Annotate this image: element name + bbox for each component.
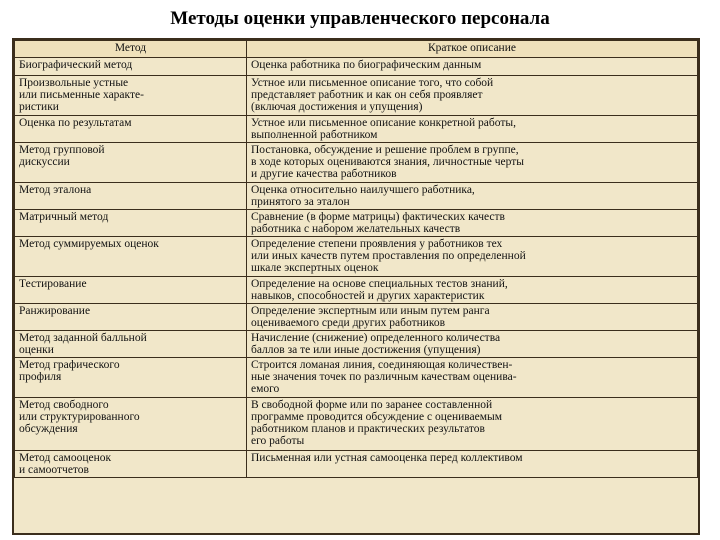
- method-cell: Тестирование: [15, 277, 247, 304]
- table-row: [15, 304, 698, 331]
- table-row: [15, 58, 698, 76]
- table-row: [15, 451, 698, 478]
- description-cell: Оценка работника по биографическим данным: [247, 58, 698, 76]
- table-header-row: [15, 41, 698, 58]
- description-cell: Строится ломаная линия, соединяющая количествен- ные значения точек по различным качествам оценива- емого: [247, 358, 698, 398]
- table-row: [15, 398, 698, 451]
- method-cell: Матричный метод: [15, 210, 247, 237]
- description-cell: Определение на основе специальных тестов знаний, навыков, способностей и других характеристик: [247, 277, 698, 304]
- method-cell: Произвольные устные или письменные характе- ристики: [15, 76, 247, 116]
- table-row: [15, 183, 698, 210]
- table-row: [15, 237, 698, 277]
- description-cell: Определение экспертным или иным путем ранга оцениваемого среди других работников: [247, 304, 698, 331]
- header-description: Краткое описание: [247, 41, 698, 58]
- method-cell: Метод свободного или структурированного обсуждения: [15, 398, 247, 451]
- description-cell: Письменная или устная самооценка перед коллективом: [247, 451, 698, 478]
- description-cell: Оценка относительно наилучшего работника, принятого за эталон: [247, 183, 698, 210]
- header-method: Метод: [15, 41, 247, 58]
- method-cell: Метод эталона: [15, 183, 247, 210]
- method-cell: Метод графического профиля: [15, 358, 247, 398]
- method-cell: Биографический метод: [15, 58, 247, 76]
- description-cell: Устное или письменное описание конкретной работы, выполненной работником: [247, 116, 698, 143]
- method-cell: Метод заданной балльной оценки: [15, 331, 247, 358]
- method-cell: Оценка по результатам: [15, 116, 247, 143]
- description-cell: Постановка, обсуждение и решение проблем в группе, в ходе которых оцениваются знания, личностные черты и другие качества работников: [247, 143, 698, 183]
- description-cell: Начисление (снижение) определенного количества баллов за те или иные достижения (упущения): [247, 331, 698, 358]
- method-cell: Метод самооценок и самоотчетов: [15, 451, 247, 478]
- method-cell: Метод суммируемых оценок: [15, 237, 247, 277]
- method-cell: Метод групповой дискуссии: [15, 143, 247, 183]
- description-cell: В свободной форме или по заранее составленной программе проводится обсуждение с оцениваемым работником планов и практических результатов его работы: [247, 398, 698, 451]
- description-cell: Сравнение (в форме матрицы) фактических качеств работника с набором желательных качеств: [247, 210, 698, 237]
- methods-table: [14, 40, 698, 478]
- table-row: [15, 277, 698, 304]
- table-row: [15, 210, 698, 237]
- table-row: [15, 331, 698, 358]
- methods-table-container: [12, 38, 700, 535]
- method-cell: Ранжирование: [15, 304, 247, 331]
- description-cell: Определение степени проявления у работников тех или иных качеств путем проставления по определенной шкале экспертных оценок: [247, 237, 698, 277]
- table-row: [15, 116, 698, 143]
- table-row: [15, 76, 698, 116]
- page-title: Методы оценки управленческого персонала: [170, 8, 550, 29]
- table-row: [15, 358, 698, 398]
- description-cell: Устное или письменное описание того, что собой представляет работник и как он себя проявляет (включая достижения и упущения): [247, 76, 698, 116]
- table-row: [15, 143, 698, 183]
